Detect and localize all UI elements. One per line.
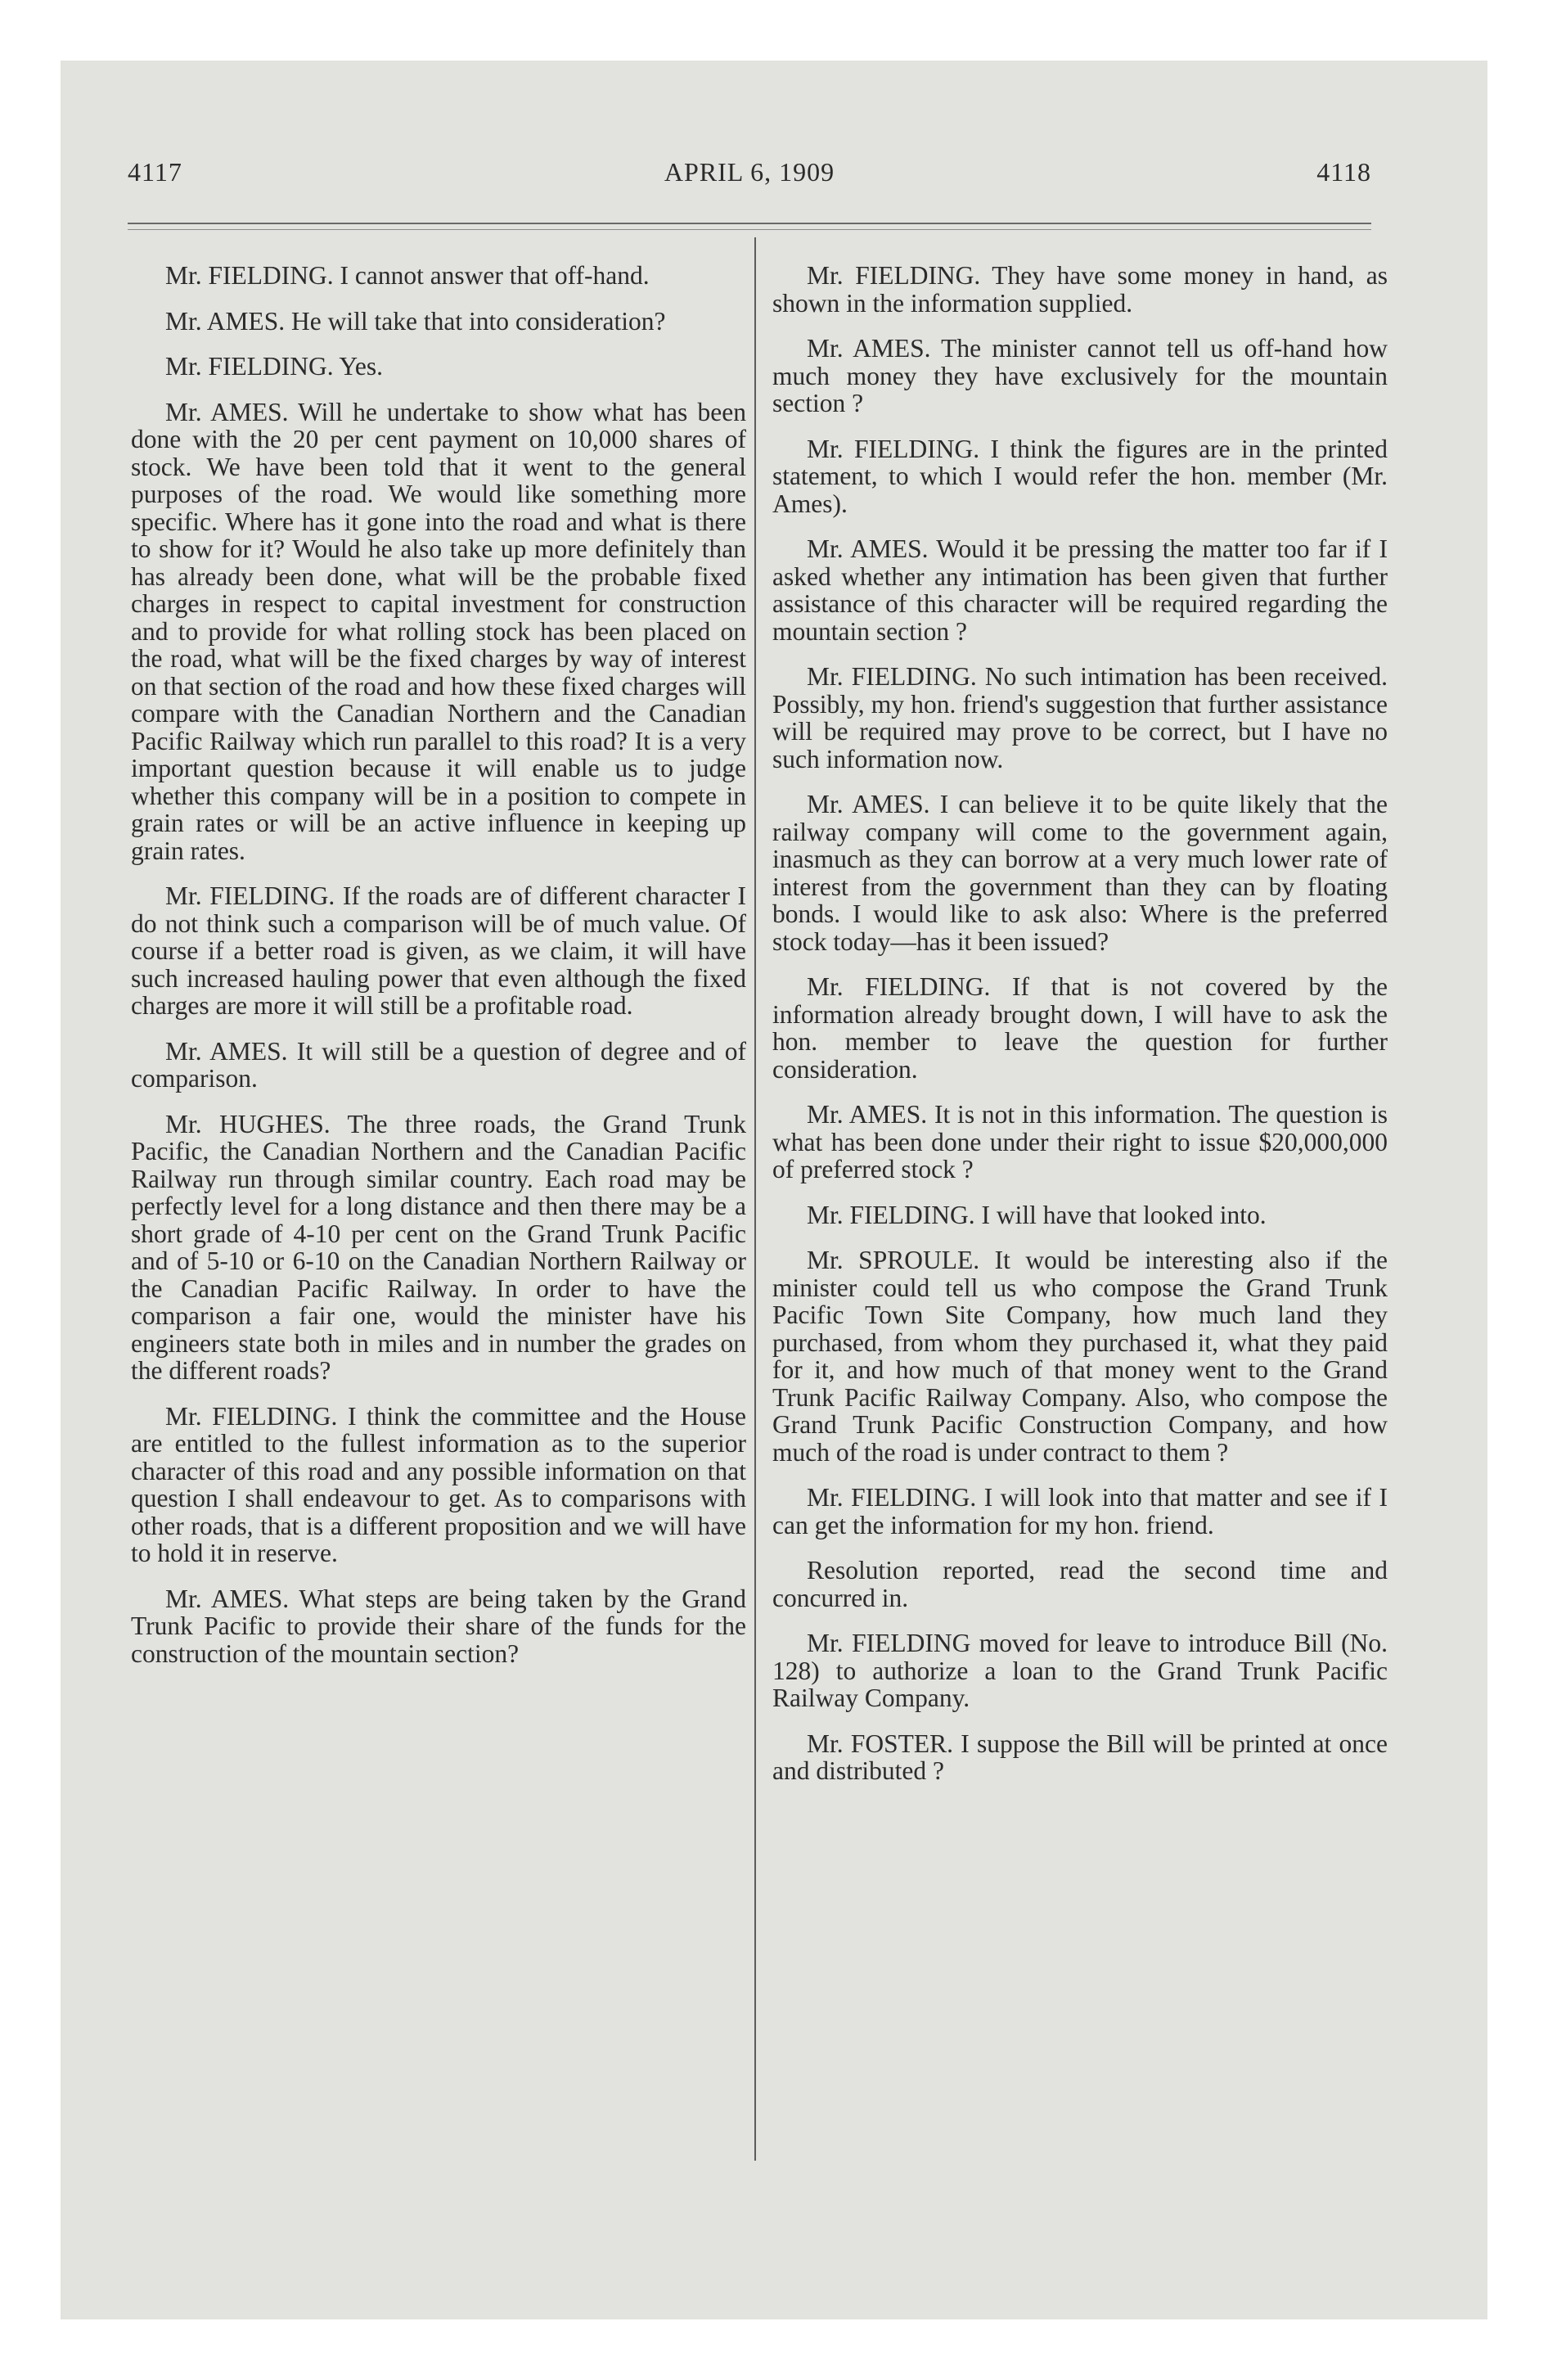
- paragraph: Mr. FIELDING. They have some money in hand, as shown in the information supplied.: [772, 261, 1388, 318]
- paragraph: Mr. FIELDING. I think the figures are in the printed statement, to which I would refer the hon. member (Mr. Ames).: [772, 434, 1388, 518]
- paragraph: Mr. AMES. It is not in this information. The question is what has been done under their right to issue $20,000,000 of preferred stock ?: [772, 1100, 1388, 1183]
- paragraph: Mr. FIELDING. I will have that looked into.: [807, 1200, 1267, 1229]
- header-rule-secondary: [128, 229, 1371, 230]
- paragraph: Mr. AMES. Will he undertake to show what has been done with the 20 per cent payment on 10,000 shares of stock. We have been told that it went to the general purposes of the road. We would like something more specific. Where has it gone into the road and what is there to show for it? Would he also take up more definitely than has already been done, what will be the probable fixed charges in respect to capital investment for construction and to provide for what rolling stock has been placed on the road, what will be the fixed charges by way of interest on that section of the road and how these fixed charges will compare with the Canadian Northern and the Canadian Pacific Railway which run parallel to this road? It is a very important question because it will enable us to judge whether this company will be in a position to compete in grain rates or will be an active influence in keeping up grain rates.: [131, 397, 746, 865]
- left-column: [131, 262, 746, 1685]
- header-rule: [128, 223, 1371, 224]
- paragraph: Mr. AMES. He will take that into consideration?: [165, 306, 666, 336]
- paragraph: Mr. FIELDING. Yes.: [165, 352, 384, 381]
- right-page-number: 4118: [1316, 157, 1371, 187]
- paragraph: Mr. FIELDING. No such intimation has been received. Possibly, my hon. friend's suggestion that further assistance will be required may prove to be correct, but I have no such information now.: [772, 662, 1388, 773]
- column-divider: [754, 237, 756, 2161]
- right-column: [772, 262, 1388, 1803]
- paragraph: Mr. AMES. I can believe it to be quite likely that the railway company will come to the government again, inasmuch as they can borrow at a very much lower rate of interest from the government than they can by floating bonds. I would like to ask also: Where is the preferred stock today—has it been issued?: [772, 790, 1388, 956]
- paragraph: Mr. FIELDING. I think the committee and the House are entitled to the fullest information as to the superior character of this road and any possible information on that question I shall endeavour to get. As to comparisons with other roads, that is a different proposition and we will have to hold it in reserve.: [131, 1401, 746, 1567]
- paragraph: Mr. FIELDING. I cannot answer that off-hand.: [165, 261, 650, 290]
- paragraph: Mr. FOSTER. I suppose the Bill will be printed at once and distributed ?: [772, 1729, 1388, 1785]
- paragraph: Mr. AMES. It will still be a question of degree and of comparison.: [131, 1036, 746, 1093]
- paragraph: Mr. SPROULE. It would be interesting also if the minister could tell us who compose the Grand Trunk Pacific Town Site Company, how much land they purchased, from whom they purchased it, what they paid for it, and how much of that money went to the Grand Trunk Pacific Railway Company. Also, who compose the Grand Trunk Pacific Construction Company, and how much of the road is under contract to them ?: [772, 1246, 1388, 1467]
- paragraph: Mr. FIELDING. If that is not covered by the information already brought down, I will have to ask the hon. member to leave the question for further consideration.: [772, 972, 1388, 1084]
- paragraph: Mr. AMES. Would it be pressing the matter too far if I asked whether any intimation has been given that further assistance of this character will be required regarding the mountain section ?: [772, 534, 1388, 646]
- paragraph: Mr. FIELDING. If the roads are of different character I do not think such a comparison will be of much value. Of course if a better road is given, as we claim, it will have such increased hauling power that even although the fixed charges are more it will still be a profitable road.: [131, 881, 746, 1020]
- paragraph: Mr. AMES. What steps are being taken by the Grand Trunk Pacific to provide their share of the funds for the construction of the mountain section?: [131, 1584, 746, 1668]
- left-page-number: 4117: [128, 157, 182, 187]
- paragraph: Resolution reported, read the second time and concurred in.: [772, 1556, 1388, 1612]
- paragraph: Mr. AMES. The minister cannot tell us off-hand how much money they have exclusively for the mountain section ?: [772, 334, 1388, 417]
- page-header: [128, 154, 1371, 190]
- paragraph: Mr. FIELDING moved for leave to introduce Bill (No. 128) to authorize a loan to the Grand Trunk Pacific Railway Company.: [772, 1629, 1388, 1712]
- paragraph: Mr. FIELDING. I will look into that matter and see if I can get the information for my hon. friend.: [772, 1483, 1388, 1539]
- paragraph: Mr. HUGHES. The three roads, the Grand Trunk Pacific, the Canadian Northern and the Canadian Pacific Railway run through similar country. Each road may be perfectly level for a long distance and then there may be a short grade of 4-10 per cent on the Grand Trunk Pacific and of 5-10 or 6-10 on the Canadian Northern Railway or the Canadian Pacific Railway. In order to have the comparison a fair one, would the minister have his engineers state both in miles and in number the grades on the different roads?: [131, 1109, 746, 1385]
- header-date: APRIL 6, 1909: [664, 157, 835, 187]
